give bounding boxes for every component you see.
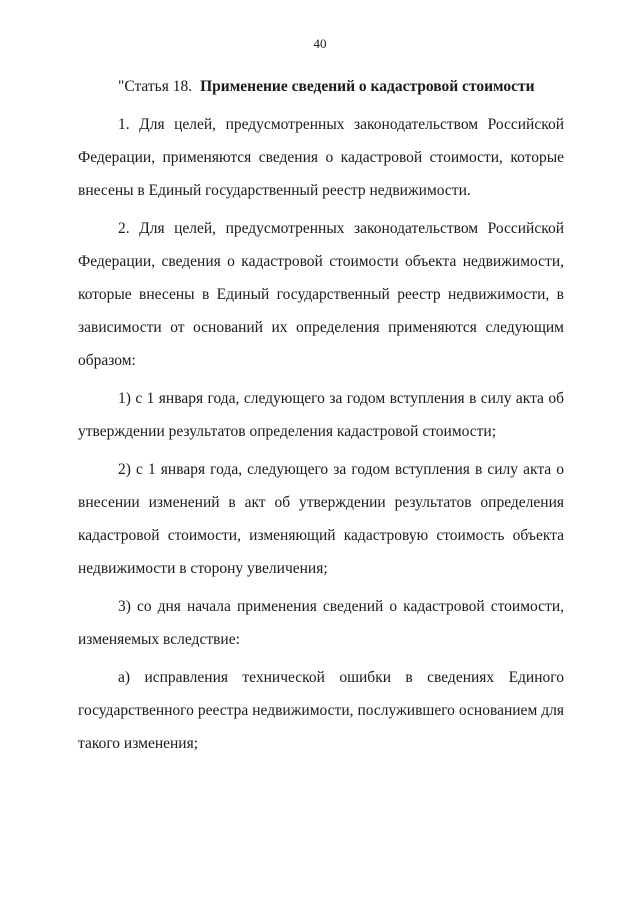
article-title: Применение сведений о кадастровой стоимости <box>200 78 535 95</box>
page-number: 40 <box>313 36 327 51</box>
paragraph-2: 2. Для целей, предусмотренных законодательством Российской Федерации, сведения о кадастровой стоимости объекта недвижимости, которые внесены в Единый государственный реестр недвижимости, в зависимости от оснований их определения применяются следующим образом: <box>78 220 564 369</box>
paragraph-1: 1. Для целей, предусмотренных законодательством Российской Федерации, применяются сведения о кадастровой стоимости, которые внесены в Единый государственный реестр недвижимости. <box>78 116 564 199</box>
article-label: "Статья 18. <box>118 78 193 95</box>
article-heading <box>78 70 564 103</box>
paragraph-item-3: 3) со дня начала применения сведений о кадастровой стоимости, изменяемых вследствие: <box>78 598 564 648</box>
paragraph-item-1: 1) с 1 января года, следующего за годом вступления в силу акта об утверждении результатов определения кадастровой стоимости; <box>78 390 564 440</box>
paragraph-subitem-a: а) исправления технической ошибки в сведениях Единого государственного реестра недвижимости, послужившего основанием для такого изменения; <box>78 669 564 752</box>
document-body <box>78 70 564 760</box>
paragraph-item-2: 2) с 1 января года, следующего за годом вступления в силу акта о внесении изменений в акт об утверждении результатов определения кадастровой стоимости, изменяющий кадастровую стоимость объекта недвижимости в сторону увеличения; <box>78 461 564 577</box>
